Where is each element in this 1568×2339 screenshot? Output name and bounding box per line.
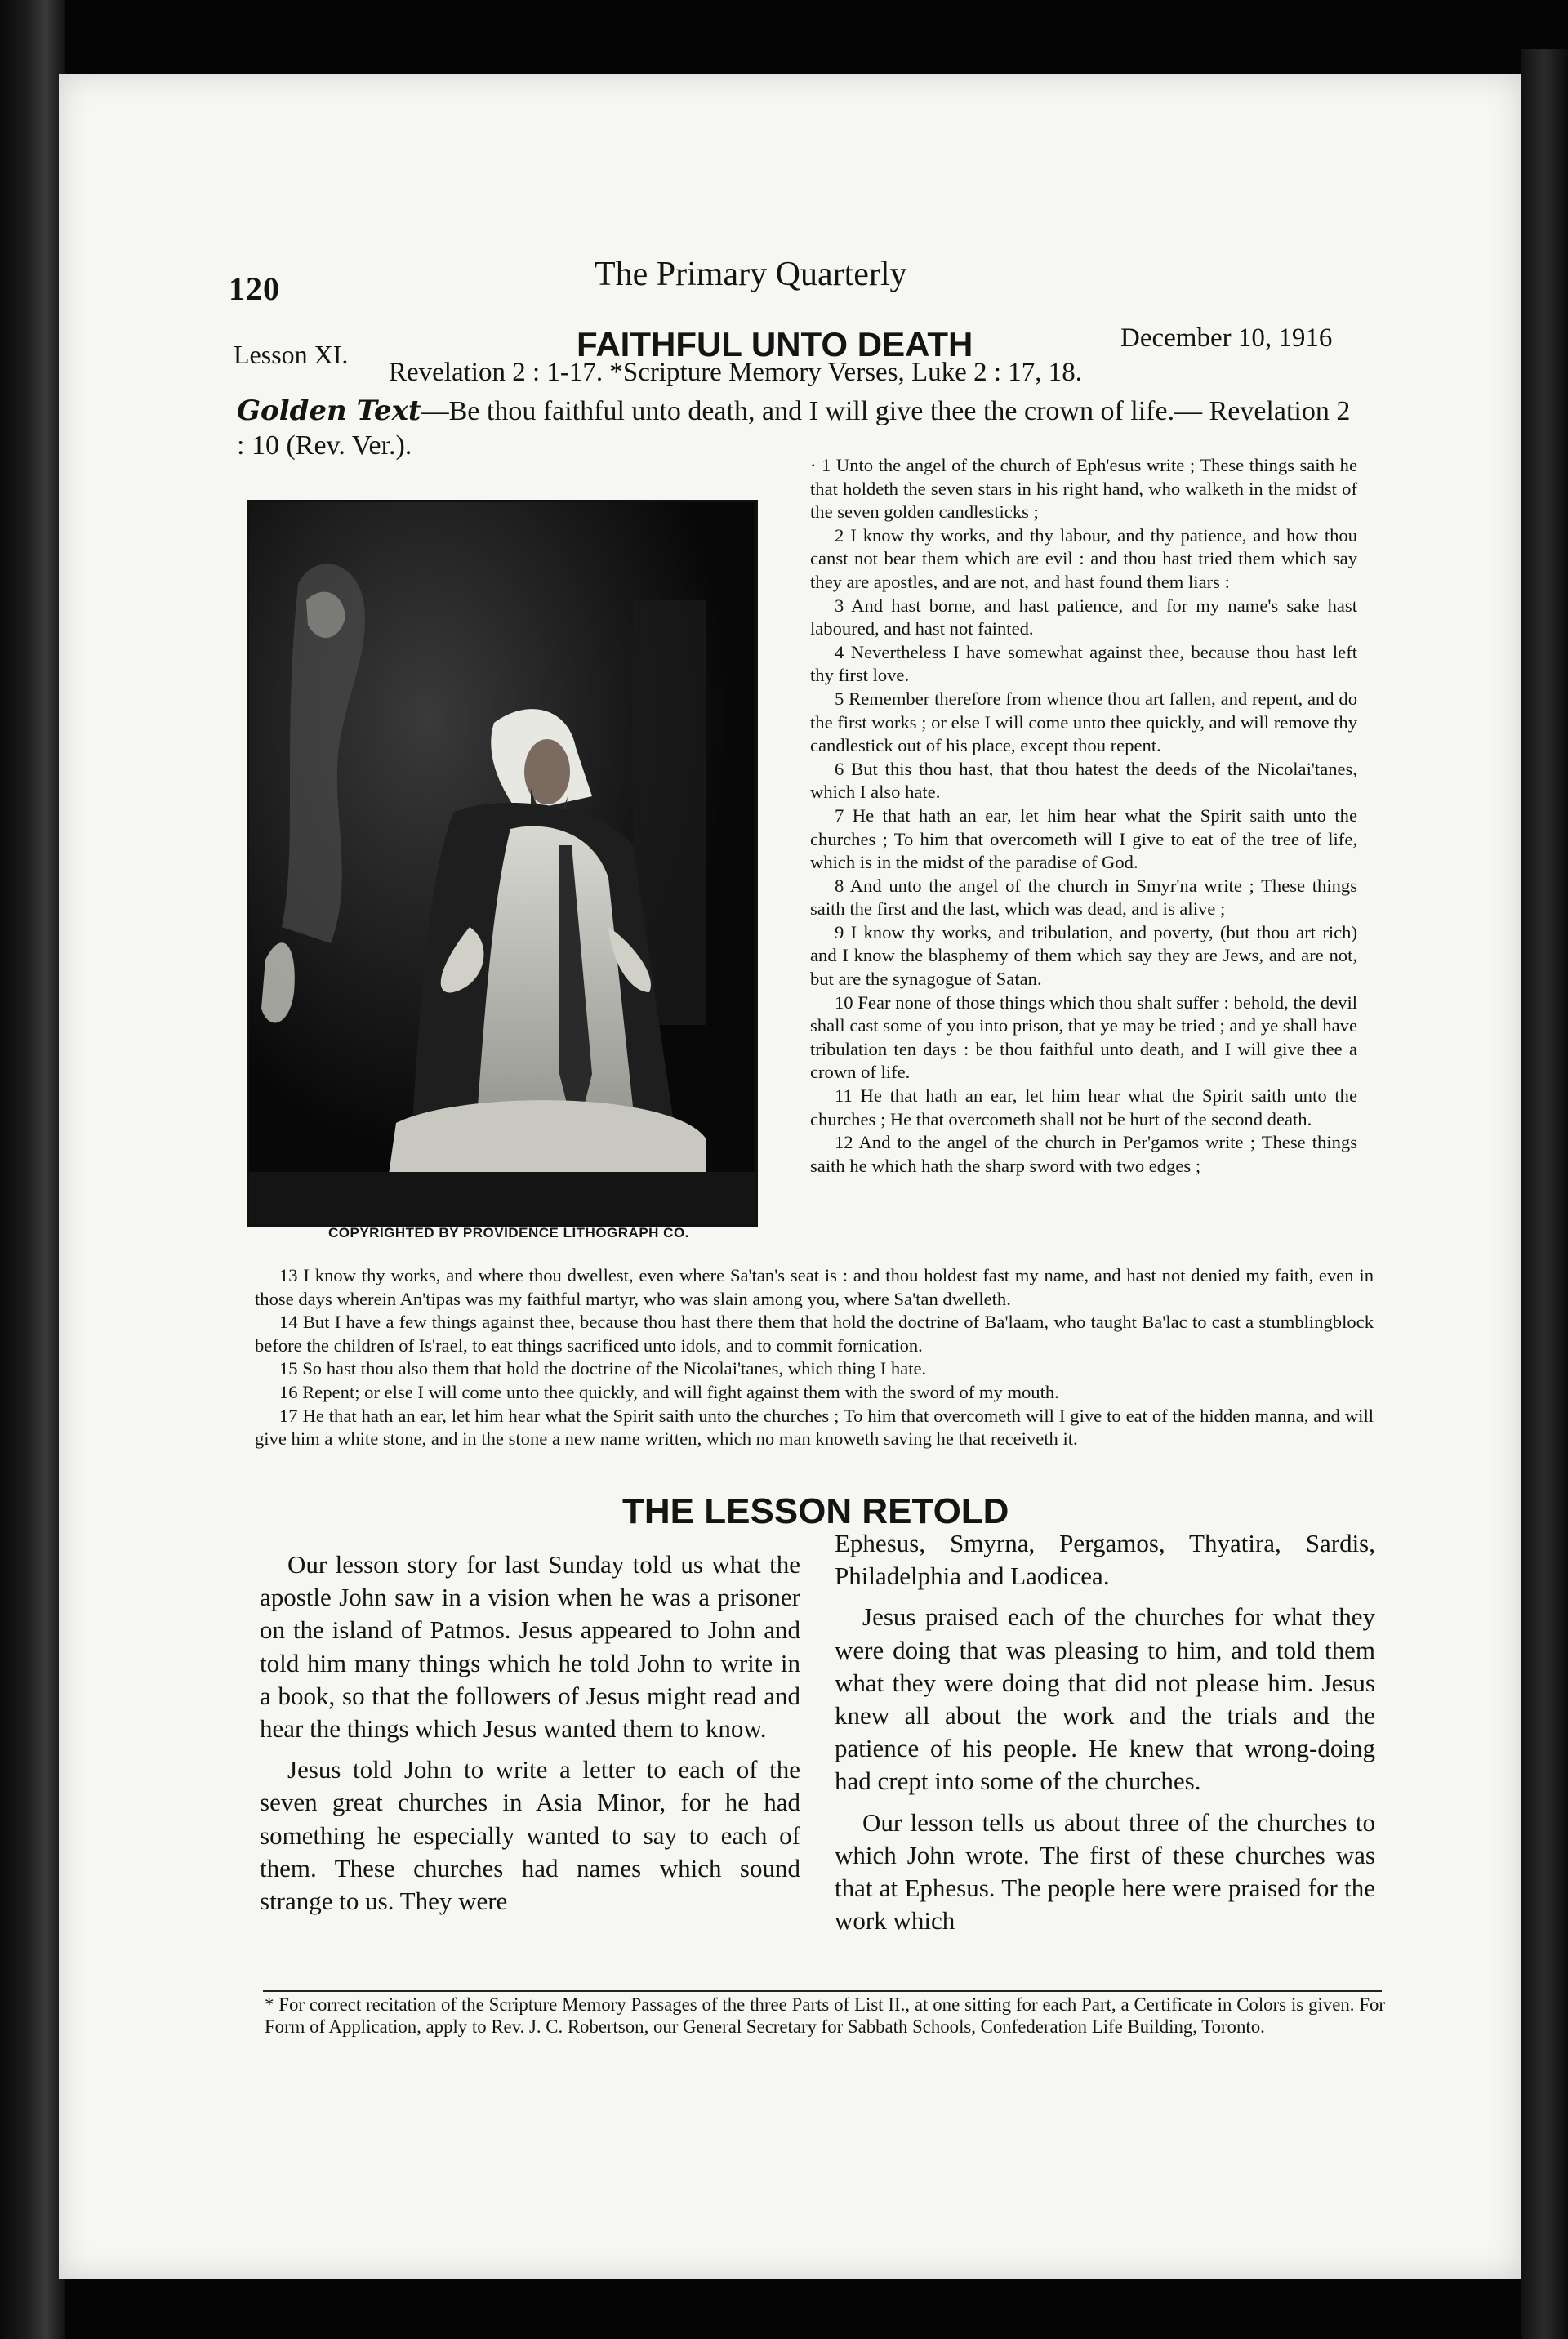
lesson-date: December 10, 1916 xyxy=(1120,323,1333,353)
verse: 13 I know thy works, and where thou dwellest, even where Sa'tan's seat is : and thou holdest fast my name, and hast not denied my faith, even in those days wherein An'tipas was my faithful martyr, who was slain among you, where Sa'tan dwelleth. xyxy=(255,1265,1374,1309)
verse: 4 Nevertheless I have somewhat against thee, because thou hast left thy first love. xyxy=(810,641,1357,686)
paragraph: Ephesus, Smyrna, Pergamos, Thyatira, Sardis, Philadelphia and Laodicea. xyxy=(835,1529,1375,1591)
scan-border-left xyxy=(0,0,65,2339)
paragraph: Our lesson tells us about three of the churches to which John wrote. The first of these churches was that at Ephesus. The people here were praised for the work which xyxy=(835,1807,1375,1936)
section-heading: THE LESSON RETOLD xyxy=(622,1491,1009,1531)
illustration-caption: COPYRIGHTED BY PROVIDENCE LITHOGRAPH CO. xyxy=(328,1225,689,1241)
verse: 14 But I have a few things against thee, because thou hast there them that hold the doctrine of Ba'laam, who taught Ba'lac to cast a stumblingblock before the children of Is'rael, to eat things sacrificed unto idols, and to commit fornication. xyxy=(255,1312,1374,1356)
verse: 8 And unto the angel of the church in Smyr'na write ; These things saith the first and the last, which was dead, and is alive ; xyxy=(810,875,1357,920)
verse: · 1 Unto the angel of the church of Eph'esus write ; These things saith he that holdeth the seven stars in his right hand, who walketh in the midst of the seven golden candlesticks ; xyxy=(810,455,1357,523)
running-title: The Primary Quarterly xyxy=(595,256,907,293)
footnote-rule xyxy=(263,1990,1382,1992)
page-number: 120 xyxy=(229,270,280,307)
scripture-verses-full-width xyxy=(255,1264,1374,1451)
verse: 10 Fear none of those things which thou shalt suffer : behold, the devil shall cast some of you into prison, that ye may be tried ; and ye shall have tribulation ten days : be thou faithful unto death, and I will give thee a crown of life. xyxy=(810,991,1357,1083)
footnote: * For correct recitation of the Scripture Memory Passages of the three Parts of List II., at one sitting for each Part, a Certificate in Colors is given. For Form of Application, apply to Rev. J. C. Robertson, our General Secretary for Sabbath Schools, Confederation Life Building, Toronto. xyxy=(265,1994,1385,2037)
paragraph: Jesus told John to write a letter to each of the seven great churches in Asia Minor, for he had something he especially wanted to say to each of them. These churches had names which sound strange to us. They were xyxy=(260,1755,800,1916)
paragraph: Our lesson story for last Sunday told us what the apostle John saw in a vision when he was a prisoner on the island of Patmos. Jesus appeared to John and told him many things which he told John to write in a book, so that the followers of Jesus might read and hear the things which Jesus wanted them to know. xyxy=(260,1550,800,1744)
verse: 2 I know thy works, and thy labour, and thy patience, and how thou canst not bear them which are evil : and thou hast tried them which say they are apostles, and are not, and hast found them liars : xyxy=(810,524,1357,592)
retold-column-left xyxy=(260,1548,800,1926)
golden-text-body: —Be thou faithful unto death, and I will give thee the crown of life.— Revelation 2 : 10 (Rev. Ver.). xyxy=(237,396,1351,461)
lesson-title: FAITHFUL UNTO DEATH xyxy=(577,325,973,363)
verse: 17 He that hath an ear, let him hear what the Spirit saith unto the churches ; To him that overcometh will I give to eat of the hidden manna, and will give him a white stone, and in the stone a new name written, which no man knoweth saving he that receiveth it. xyxy=(255,1405,1374,1450)
illustration-artwork xyxy=(249,502,755,1224)
verse: 16 Repent; or else I will come unto thee quickly, and will fight against them with the sword of my mouth. xyxy=(279,1381,1059,1402)
scan-border-right xyxy=(1521,49,1568,2339)
verse: 3 And hast borne, and hast patience, and for my name's sake hast laboured, and hast not fainted. xyxy=(810,595,1357,639)
verse: 7 He that hath an ear, let him hear what the Spirit saith unto the churches ; To him that overcometh will I give to eat of the tree of life, which is in the midst of the paradise of God. xyxy=(810,804,1357,873)
retold-column-right xyxy=(835,1527,1375,1945)
verse: 6 But this thou hast, that thou hatest the deeds of the Nicolai'tanes, which I also hate. xyxy=(810,758,1357,803)
verse: 11 He that hath an ear, let him hear what the Spirit saith unto the churches ; He that overcometh shall not be hurt of the second death. xyxy=(810,1085,1357,1129)
verse: 12 And to the angel of the church in Per'gamos write ; These things saith he which hath the sharp sword with two edges ; xyxy=(810,1132,1357,1176)
lesson-number: Lesson XI. xyxy=(234,340,349,369)
golden-text-label: Golden Text xyxy=(237,394,421,427)
scripture-verses-right-column xyxy=(810,454,1357,1178)
golden-text xyxy=(237,394,1364,463)
scripture-reference: Revelation 2 : 1-17. *Scripture Memory Verses, Luke 2 : 17, 18. xyxy=(389,358,1082,387)
illustration-kneeling-figure xyxy=(247,500,758,1227)
verse: 15 So hast thou also them that hold the doctrine of the Nicolai'tanes, which thing I hate. xyxy=(279,1358,927,1379)
verse: 5 Remember therefore from whence thou art fallen, and repent, and do the first works ; or else I will come unto thee quickly, and will remove thy candlestick out of his place, except thou repent. xyxy=(810,688,1357,756)
verse: 9 I know thy works, and tribulation, and poverty, (but thou art rich) and I know the blasphemy of them which say they are Jews, and are not, but are the synagogue of Satan. xyxy=(810,921,1357,990)
paragraph: Jesus praised each of the churches for what they were doing that was pleasing to him, and told them what they were doing that did not please him. Jesus knew all about the work and the trials and the patience of his people. He knew that wrong-doing had crept into some of the churches. xyxy=(835,1602,1375,1796)
